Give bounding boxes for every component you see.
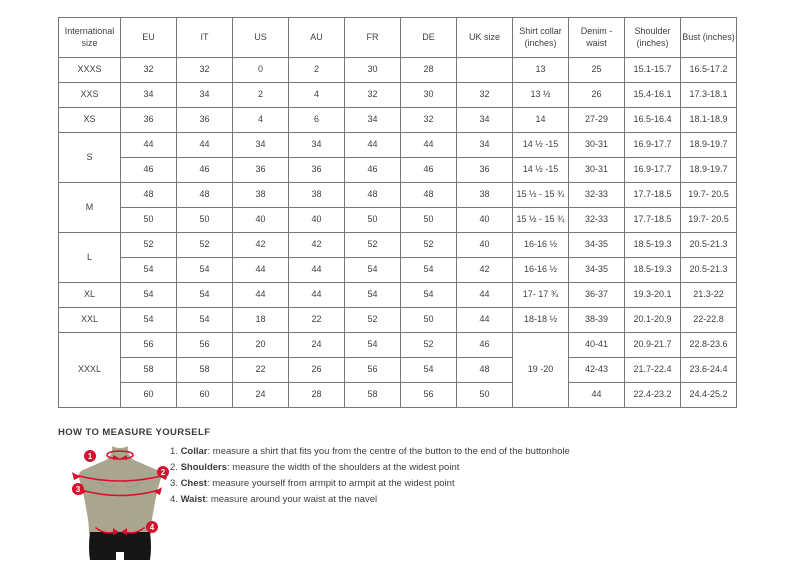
denim-waist-cell: 36-37 [569,283,625,308]
bust-cell: 22-22.8 [681,308,737,333]
table-row [59,108,737,133]
size-value-cell: 34 [345,108,401,133]
size-value-cell: 28 [289,383,345,408]
size-value-cell: 48 [401,183,457,208]
size-value-cell: 36 [457,158,513,183]
size-value-cell: 34 [233,133,289,158]
size-value-cell: 40 [457,208,513,233]
size-value-cell: 36 [233,158,289,183]
size-value-cell: 50 [121,208,177,233]
size-value-cell: 56 [345,358,401,383]
table-header-row [59,18,737,58]
size-value-cell: 44 [177,133,233,158]
denim-waist-cell: 32-33 [569,183,625,208]
size-value-cell: 38 [233,183,289,208]
size-value-cell: 42 [457,258,513,283]
shoulder-cell: 17.7-18.5 [625,208,681,233]
size-value-cell: 46 [177,158,233,183]
size-value-cell: 34 [121,83,177,108]
shoulder-cell: 19.3-20.1 [625,283,681,308]
size-value-cell: 48 [121,183,177,208]
size-value-cell: 44 [121,133,177,158]
table-row [59,233,737,258]
measure-step-label: Waist [180,494,206,505]
denim-waist-cell: 27-29 [569,108,625,133]
shoulder-cell: 20.1-20.9 [625,308,681,333]
size-value-cell: 18 [233,308,289,333]
size-value-cell: 44 [345,133,401,158]
shirt-collar-cell: 13 ½ [513,83,569,108]
shirt-collar-cell: 15 ½ - 15 ¾ [513,208,569,233]
marker-number-4: 4 [149,523,155,532]
size-value-cell: 50 [177,208,233,233]
marker-number-3: 3 [75,485,81,494]
size-value-cell: 44 [401,133,457,158]
size-label-cell: L [59,233,121,283]
bust-cell: 18.9-19.7 [681,158,737,183]
size-value-cell: 46 [401,158,457,183]
size-value-cell: 54 [121,308,177,333]
size-value-cell: 46 [457,333,513,358]
size-value-cell: 52 [345,308,401,333]
size-label-cell: XXS [59,83,121,108]
bust-cell: 18.9-19.7 [681,133,737,158]
shirt-collar-cell: 14 ½ -15 [513,158,569,183]
column-header: International size [59,18,121,58]
measure-step-label: Shoulders [180,462,228,473]
size-value-cell: 58 [345,383,401,408]
bust-cell: 23.6-24.4 [681,358,737,383]
denim-waist-cell: 25 [569,58,625,83]
mannequin-shorts [89,532,151,560]
table-body [59,58,737,408]
bust-cell: 19.7- 20.5 [681,208,737,233]
size-value-cell: 44 [457,283,513,308]
size-value-cell: 52 [121,233,177,258]
size-value-cell: 54 [401,283,457,308]
size-value-cell: 46 [121,158,177,183]
size-value-cell: 54 [121,258,177,283]
measure-marker-1 [84,450,96,462]
denim-waist-cell: 34-35 [569,258,625,283]
bust-cell: 17.3-18.1 [681,83,737,108]
size-value-cell: 52 [401,233,457,258]
size-value-cell: 54 [345,333,401,358]
measure-step: 3. Chest: measure yourself from armpit to armpit at the widest point [170,478,455,489]
measure-marker-4 [146,521,158,533]
size-value-cell: 52 [345,233,401,258]
shirt-collar-cell: 19 -20 [513,333,569,408]
table-row [59,83,737,108]
measure-step: 4. Waist: measure around your waist at the navel [170,494,378,505]
size-value-cell: 40 [233,208,289,233]
denim-waist-cell: 44 [569,383,625,408]
table-row [59,358,737,383]
size-value-cell: 44 [233,258,289,283]
denim-waist-cell: 40-41 [569,333,625,358]
size-value-cell: 42 [289,233,345,258]
denim-waist-cell: 26 [569,83,625,108]
size-value-cell: 0 [233,58,289,83]
size-value-cell: 34 [457,108,513,133]
shoulder-cell: 18.5-19.3 [625,258,681,283]
shirt-collar-cell: 17- 17 ¾ [513,283,569,308]
measure-step: 1. Collar: measure a shirt that fits you from the centre of the button to the end of the buttonhole [170,446,570,457]
size-label-cell: S [59,133,121,183]
bust-cell: 24.4-25.2 [681,383,737,408]
size-value-cell: 58 [177,358,233,383]
size-value-cell: 50 [345,208,401,233]
size-value-cell: 44 [233,283,289,308]
table-row [59,258,737,283]
table-row [59,183,737,208]
shoulder-cell: 21.7-22.4 [625,358,681,383]
how-to-measure-title: HOW TO MEASURE YOURSELF [58,427,211,438]
table-row [59,283,737,308]
size-label-cell: XXXS [59,58,121,83]
shoulder-cell: 22.4-23.2 [625,383,681,408]
size-value-cell: 28 [401,58,457,83]
size-value-cell: 50 [401,208,457,233]
measure-instructions-list [170,444,570,508]
denim-waist-cell: 30-31 [569,133,625,158]
shoulder-cell: 16.5-16.4 [625,108,681,133]
bust-cell: 19.7- 20.5 [681,183,737,208]
column-header: Denim - waist [569,18,625,58]
column-header: Bust (inches) [681,18,737,58]
marker-number-1: 1 [87,452,93,461]
shoulder-cell: 20.9-21.7 [625,333,681,358]
size-value-cell: 32 [177,58,233,83]
size-value-cell: 38 [289,183,345,208]
size-value-cell: 48 [177,183,233,208]
shirt-collar-cell: 18-18 ½ [513,308,569,333]
column-header: EU [121,18,177,58]
size-value-cell: 44 [457,308,513,333]
shirt-collar-cell: 16-16 ½ [513,258,569,283]
size-value-cell: 2 [233,83,289,108]
shirt-collar-cell: 16-16 ½ [513,233,569,258]
size-value-cell: 54 [401,258,457,283]
size-value-cell: 44 [289,283,345,308]
column-header: UK size [457,18,513,58]
measure-step-label: Collar [180,446,208,457]
size-chart-table [58,17,737,408]
denim-waist-cell: 34-35 [569,233,625,258]
bust-cell: 22.8-23.6 [681,333,737,358]
size-value-cell: 36 [289,158,345,183]
measure-step: 2. Shoulders: measure the width of the shoulders at the widest point [170,462,460,473]
shirt-collar-cell: 14 [513,108,569,133]
table-row [59,158,737,183]
table-row [59,58,737,83]
size-value-cell: 2 [289,58,345,83]
measure-marker-3 [72,483,84,495]
size-value-cell: 48 [345,183,401,208]
size-value-cell: 60 [177,383,233,408]
size-value-cell: 40 [289,208,345,233]
denim-waist-cell: 38-39 [569,308,625,333]
size-value-cell: 32 [345,83,401,108]
column-header: US [233,18,289,58]
size-value-cell: 54 [177,258,233,283]
size-value-cell: 36 [121,108,177,133]
bust-cell: 20.5-21.3 [681,258,737,283]
size-label-cell: M [59,183,121,233]
size-value-cell: 4 [289,83,345,108]
size-value-cell: 20 [233,333,289,358]
size-label-cell: XXL [59,308,121,333]
size-value-cell: 6 [289,108,345,133]
shoulder-cell: 16.9-17.7 [625,158,681,183]
size-value-cell: 54 [177,308,233,333]
size-label-cell: XS [59,108,121,133]
column-header: FR [345,18,401,58]
size-value-cell: 32 [457,83,513,108]
shirt-collar-cell: 15 ½ - 15 ¾ [513,183,569,208]
size-value-cell: 54 [177,283,233,308]
shoulder-cell: 18.5-19.3 [625,233,681,258]
size-value-cell: 50 [401,308,457,333]
shirt-collar-cell: 14 ½ -15 [513,133,569,158]
mannequin-illustration [70,444,172,564]
size-value-cell: 56 [177,333,233,358]
size-value-cell: 56 [401,383,457,408]
shirt-collar-cell: 13 [513,58,569,83]
column-header: AU [289,18,345,58]
marker-number-2: 2 [160,468,166,477]
size-value-cell: 52 [401,333,457,358]
size-value-cell: 52 [177,233,233,258]
bust-cell: 16.5-17.2 [681,58,737,83]
size-value-cell: 60 [121,383,177,408]
size-value-cell [457,58,513,83]
size-value-cell: 42 [233,233,289,258]
size-value-cell: 32 [121,58,177,83]
size-value-cell: 46 [345,158,401,183]
bust-cell: 21.3-22 [681,283,737,308]
shoulder-cell: 15.4-16.1 [625,83,681,108]
size-value-cell: 34 [177,83,233,108]
size-value-cell: 40 [457,233,513,258]
size-label-cell: XXXL [59,333,121,408]
size-value-cell: 38 [457,183,513,208]
size-value-cell: 58 [121,358,177,383]
size-value-cell: 22 [289,308,345,333]
column-header: Shoulder (inches) [625,18,681,58]
table-row [59,133,737,158]
measure-step-label: Chest [180,478,207,489]
size-label-cell: XL [59,283,121,308]
bust-cell: 20.5-21.3 [681,233,737,258]
size-value-cell: 54 [345,258,401,283]
size-value-cell: 56 [121,333,177,358]
size-value-cell: 54 [121,283,177,308]
shoulder-cell: 15.1-15.7 [625,58,681,83]
denim-waist-cell: 30-31 [569,158,625,183]
size-value-cell: 32 [401,108,457,133]
denim-waist-cell: 42-43 [569,358,625,383]
size-value-cell: 50 [457,383,513,408]
size-value-cell: 34 [289,133,345,158]
bust-cell: 18.1-18.9 [681,108,737,133]
size-value-cell: 22 [233,358,289,383]
size-value-cell: 54 [345,283,401,308]
table-row [59,333,737,358]
size-value-cell: 24 [233,383,289,408]
table-row [59,308,737,333]
column-header: IT [177,18,233,58]
table-row [59,383,737,408]
size-value-cell: 54 [401,358,457,383]
table-row [59,208,737,233]
shoulder-cell: 16.9-17.7 [625,133,681,158]
size-value-cell: 44 [289,258,345,283]
size-value-cell: 36 [177,108,233,133]
size-value-cell: 34 [457,133,513,158]
size-value-cell: 48 [457,358,513,383]
size-value-cell: 30 [345,58,401,83]
column-header: Shirt collar (inches) [513,18,569,58]
shoulder-cell: 17.7-18.5 [625,183,681,208]
measure-marker-2 [157,466,169,478]
size-value-cell: 30 [401,83,457,108]
column-header: DE [401,18,457,58]
size-value-cell: 24 [289,333,345,358]
size-value-cell: 4 [233,108,289,133]
size-value-cell: 26 [289,358,345,383]
denim-waist-cell: 32-33 [569,208,625,233]
